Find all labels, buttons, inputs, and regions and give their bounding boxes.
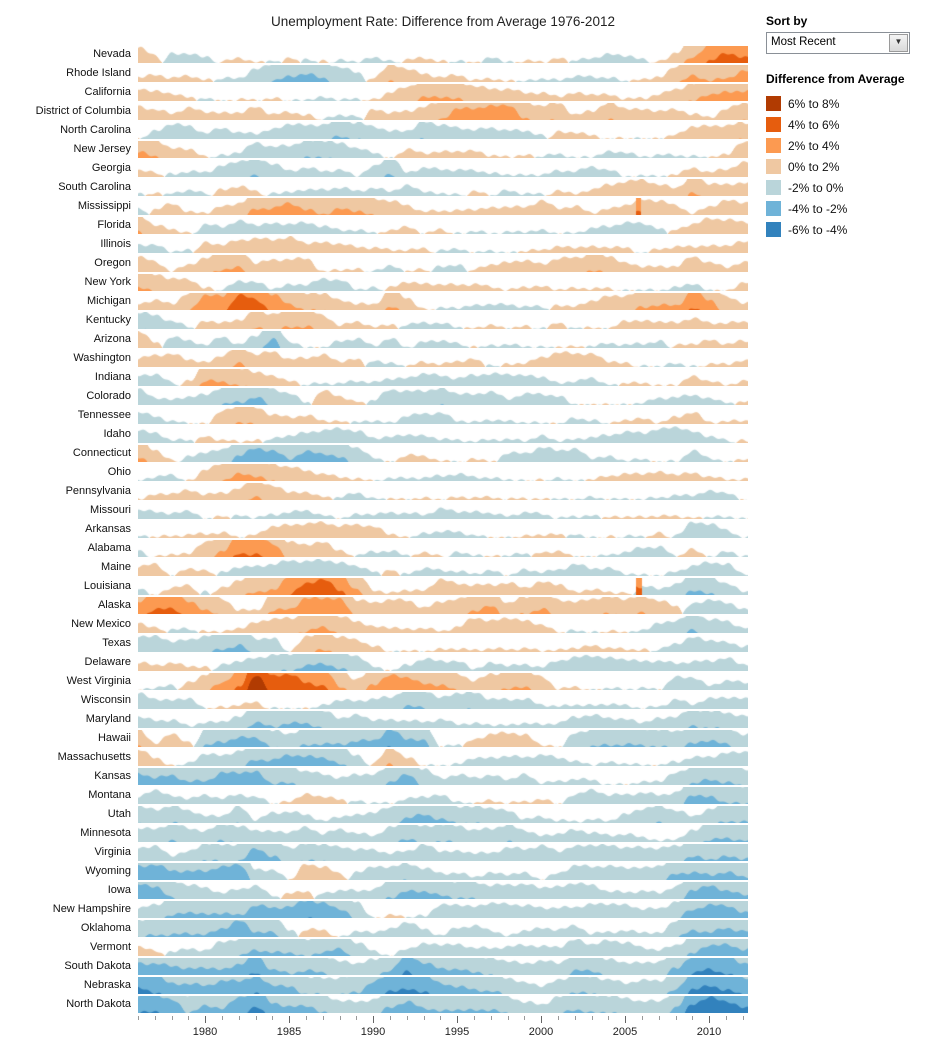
horizon-row-canvas <box>138 65 748 82</box>
state-label: District of Columbia <box>35 105 131 117</box>
horizon-row-canvas <box>138 369 748 386</box>
horizon-row[interactable] <box>0 65 935 82</box>
axis-tick <box>457 1016 458 1023</box>
horizon-row[interactable] <box>0 673 935 690</box>
axis-tick <box>373 1016 374 1023</box>
horizon-row[interactable] <box>0 521 935 538</box>
state-label: Minnesota <box>80 827 131 839</box>
horizon-row-canvas <box>138 806 748 823</box>
horizon-row-canvas <box>138 236 748 253</box>
horizon-row-canvas <box>138 255 748 272</box>
horizon-row[interactable] <box>0 179 935 196</box>
state-label: Florida <box>97 219 131 231</box>
state-label: Vermont <box>90 941 131 953</box>
horizon-row-canvas <box>138 160 748 177</box>
axis-tick <box>524 1016 525 1020</box>
sort-by-label: Sort by <box>766 14 808 28</box>
axis-tick <box>541 1016 542 1023</box>
state-label: South Carolina <box>58 181 131 193</box>
horizon-row[interactable] <box>0 312 935 329</box>
state-label: Alaska <box>97 599 131 611</box>
horizon-row[interactable] <box>0 483 935 500</box>
axis-tick <box>205 1016 206 1023</box>
axis-tick-label: 2005 <box>612 1026 638 1038</box>
axis-tick <box>155 1016 156 1020</box>
axis-tick <box>172 1016 173 1020</box>
horizon-row-canvas <box>138 141 748 158</box>
legend-item-label: -4% to -2% <box>788 201 848 216</box>
horizon-row[interactable] <box>0 635 935 652</box>
horizon-row-canvas <box>138 331 748 348</box>
state-label: Wisconsin <box>80 694 131 706</box>
horizon-row-canvas <box>138 768 748 785</box>
state-label: Colorado <box>86 390 131 402</box>
horizon-row[interactable] <box>0 559 935 576</box>
horizon-row-canvas <box>138 274 748 291</box>
axis-tick <box>558 1016 559 1020</box>
axis-tick-label: 1995 <box>444 1026 470 1038</box>
axis-tick <box>726 1016 727 1020</box>
state-label: Missouri <box>90 504 131 516</box>
state-label: Massachusetts <box>57 751 131 763</box>
sort-by-selected-value: Most Recent <box>771 36 836 48</box>
horizon-row-canvas <box>138 464 748 481</box>
axis-tick <box>575 1016 576 1020</box>
horizon-row-canvas <box>138 350 748 367</box>
state-label: North Carolina <box>60 124 131 136</box>
state-label: Washington <box>73 352 131 364</box>
horizon-row-canvas <box>138 920 748 937</box>
state-label: Virginia <box>94 846 131 858</box>
horizon-row-canvas <box>138 445 748 462</box>
axis-tick-label: 1985 <box>276 1026 302 1038</box>
horizon-row[interactable] <box>0 578 935 595</box>
horizon-row[interactable] <box>0 882 935 899</box>
axis-tick <box>474 1016 475 1020</box>
horizon-row-canvas <box>138 578 748 595</box>
axis-tick <box>239 1016 240 1020</box>
horizon-row-canvas <box>138 502 748 519</box>
horizon-row[interactable] <box>0 122 935 139</box>
legend-item-label: -6% to -4% <box>788 222 848 237</box>
horizon-row[interactable] <box>0 749 935 766</box>
horizon-row-canvas <box>138 958 748 975</box>
axis-tick <box>491 1016 492 1020</box>
horizon-row-canvas <box>138 730 748 747</box>
horizon-row[interactable] <box>0 920 935 937</box>
horizon-row[interactable] <box>0 445 935 462</box>
axis-tick <box>222 1016 223 1020</box>
horizon-row[interactable] <box>0 46 935 63</box>
horizon-row-canvas <box>138 426 748 443</box>
horizon-row[interactable] <box>0 255 935 272</box>
horizon-row[interactable] <box>0 597 935 614</box>
horizon-row[interactable] <box>0 901 935 918</box>
state-label: Delaware <box>84 656 131 668</box>
horizon-row[interactable] <box>0 407 935 424</box>
state-label: South Dakota <box>64 960 131 972</box>
state-label: Connecticut <box>72 447 131 459</box>
state-label: Illinois <box>100 238 131 250</box>
horizon-row-canvas <box>138 844 748 861</box>
horizon-row-canvas <box>138 388 748 405</box>
horizon-row[interactable] <box>0 654 935 671</box>
state-label: Iowa <box>107 884 131 896</box>
horizon-row[interactable] <box>0 217 935 234</box>
state-label: Kansas <box>94 770 131 782</box>
horizon-row-canvas <box>138 312 748 329</box>
horizon-row-canvas <box>138 46 748 63</box>
legend-title: Difference from Average <box>766 72 905 86</box>
horizon-row-canvas <box>138 901 748 918</box>
state-label: Texas <box>102 637 131 649</box>
horizon-row[interactable] <box>0 863 935 880</box>
state-label: Nebraska <box>83 979 131 991</box>
horizon-row[interactable] <box>0 388 935 405</box>
state-label: Oklahoma <box>80 922 131 934</box>
horizon-row-canvas <box>138 407 748 424</box>
horizon-row-canvas <box>138 787 748 804</box>
state-label: Rhode Island <box>66 67 131 79</box>
axis-tick <box>608 1016 609 1020</box>
axis-tick <box>390 1016 391 1020</box>
horizon-row[interactable] <box>0 369 935 386</box>
state-label: New York <box>84 276 131 288</box>
axis-tick <box>709 1016 710 1023</box>
horizon-row-canvas <box>138 882 748 899</box>
horizon-row[interactable] <box>0 103 935 120</box>
horizon-row[interactable] <box>0 160 935 177</box>
state-label: Idaho <box>103 428 131 440</box>
state-label: Maine <box>101 561 131 573</box>
horizon-row[interactable] <box>0 540 935 557</box>
state-label: Tennessee <box>77 409 131 421</box>
legend-item-label: -2% to 0% <box>788 180 844 195</box>
state-label: Pennsylvania <box>65 485 131 497</box>
state-label: Utah <box>107 808 131 820</box>
legend-item-label: 6% to 8% <box>788 96 840 111</box>
axis-tick <box>407 1016 408 1020</box>
horizon-row-canvas <box>138 616 748 633</box>
horizon-row[interactable] <box>0 825 935 842</box>
axis-tick <box>188 1016 189 1020</box>
state-label: Mississippi <box>77 200 131 212</box>
horizon-row-canvas <box>138 483 748 500</box>
horizon-row-canvas <box>138 673 748 690</box>
axis-tick-label: 2010 <box>696 1026 722 1038</box>
axis-tick <box>676 1016 677 1020</box>
state-label: New Mexico <box>71 618 131 630</box>
axis-tick <box>642 1016 643 1020</box>
horizon-row[interactable] <box>0 768 935 785</box>
axis-tick <box>340 1016 341 1020</box>
horizon-row-canvas <box>138 654 748 671</box>
horizon-row-canvas <box>138 540 748 557</box>
state-label: Ohio <box>107 466 131 478</box>
state-label: Wyoming <box>85 865 131 877</box>
state-label: New Jersey <box>73 143 131 155</box>
axis-tick <box>138 1016 139 1020</box>
axis-tick <box>743 1016 744 1020</box>
axis-tick-label: 2000 <box>528 1026 554 1038</box>
axis-tick <box>272 1016 273 1020</box>
horizon-row[interactable] <box>0 730 935 747</box>
horizon-row-canvas <box>138 293 748 310</box>
horizon-row[interactable] <box>0 274 935 291</box>
state-label: Michigan <box>86 295 131 307</box>
state-label: Maryland <box>85 713 131 725</box>
horizon-row[interactable] <box>0 236 935 253</box>
state-label: Arkansas <box>85 523 131 535</box>
axis-tick <box>592 1016 593 1020</box>
state-label: Montana <box>88 789 131 801</box>
horizon-row[interactable] <box>0 939 935 956</box>
horizon-row-canvas <box>138 692 748 709</box>
axis-tick <box>625 1016 626 1023</box>
axis-tick <box>659 1016 660 1020</box>
horizon-row-canvas <box>138 559 748 576</box>
horizon-row[interactable] <box>0 977 935 994</box>
horizon-row-canvas <box>138 863 748 880</box>
axis-tick <box>440 1016 441 1020</box>
horizon-row-canvas <box>138 977 748 994</box>
state-label: New Hampshire <box>52 903 131 915</box>
state-label: North Dakota <box>66 998 131 1010</box>
horizon-row[interactable] <box>0 426 935 443</box>
horizon-row-canvas <box>138 217 748 234</box>
axis-tick-label: 1990 <box>360 1026 386 1038</box>
axis-tick <box>356 1016 357 1020</box>
horizon-row[interactable] <box>0 293 935 310</box>
horizon-row-canvas <box>138 103 748 120</box>
horizon-row[interactable] <box>0 502 935 519</box>
horizon-row-canvas <box>138 749 748 766</box>
horizon-row-canvas <box>138 179 748 196</box>
horizon-row[interactable] <box>0 464 935 481</box>
horizon-row-canvas <box>138 996 748 1013</box>
horizon-row[interactable] <box>0 996 935 1013</box>
horizon-row-canvas <box>138 825 748 842</box>
horizon-row[interactable] <box>0 138 935 158</box>
horizon-row-canvas <box>138 939 748 956</box>
state-label: Indiana <box>94 371 131 383</box>
axis-tick <box>306 1016 307 1020</box>
page-title: Unemployment Rate: Difference from Average 1976-2012 <box>271 14 615 29</box>
horizon-row[interactable] <box>0 806 935 823</box>
state-label: Oregon <box>94 257 131 269</box>
state-label: Georgia <box>91 162 131 174</box>
horizon-row[interactable] <box>0 616 935 633</box>
axis-tick <box>692 1016 693 1020</box>
state-label: Kentucky <box>85 314 131 326</box>
horizon-row[interactable] <box>0 84 935 101</box>
state-label: Arizona <box>93 333 131 345</box>
axis-tick <box>323 1016 324 1020</box>
horizon-row-canvas <box>138 711 748 728</box>
horizon-row[interactable] <box>0 958 935 975</box>
horizon-row-canvas <box>138 84 748 101</box>
axis-tick <box>289 1016 290 1023</box>
horizon-row[interactable] <box>0 692 935 709</box>
legend-item-label: 0% to 2% <box>788 159 840 174</box>
legend-item-label: 2% to 4% <box>788 138 840 153</box>
horizon-row[interactable] <box>0 331 935 348</box>
horizon-row-canvas <box>138 635 748 652</box>
axis-tick <box>424 1016 425 1020</box>
horizon-row[interactable] <box>0 711 935 728</box>
state-label: Louisiana <box>83 580 131 592</box>
horizon-row[interactable] <box>0 844 935 861</box>
state-label: West Virginia <box>66 675 131 687</box>
horizon-row-canvas <box>138 521 748 538</box>
horizon-row-canvas <box>138 122 748 139</box>
state-label: Nevada <box>93 48 131 60</box>
axis-tick <box>508 1016 509 1020</box>
horizon-row-canvas <box>138 198 748 215</box>
chevron-down-icon[interactable]: ▼ <box>889 34 908 52</box>
legend-item-label: 4% to 6% <box>788 117 840 132</box>
state-label: California <box>84 86 131 98</box>
horizon-row[interactable] <box>0 350 935 367</box>
horizon-row-canvas <box>138 597 748 614</box>
axis-tick <box>256 1016 257 1020</box>
horizon-row[interactable] <box>0 787 935 804</box>
state-label: Alabama <box>87 542 131 554</box>
axis-tick-label: 1980 <box>192 1026 218 1038</box>
state-label: Hawaii <box>97 732 131 744</box>
horizon-row[interactable] <box>0 198 935 215</box>
